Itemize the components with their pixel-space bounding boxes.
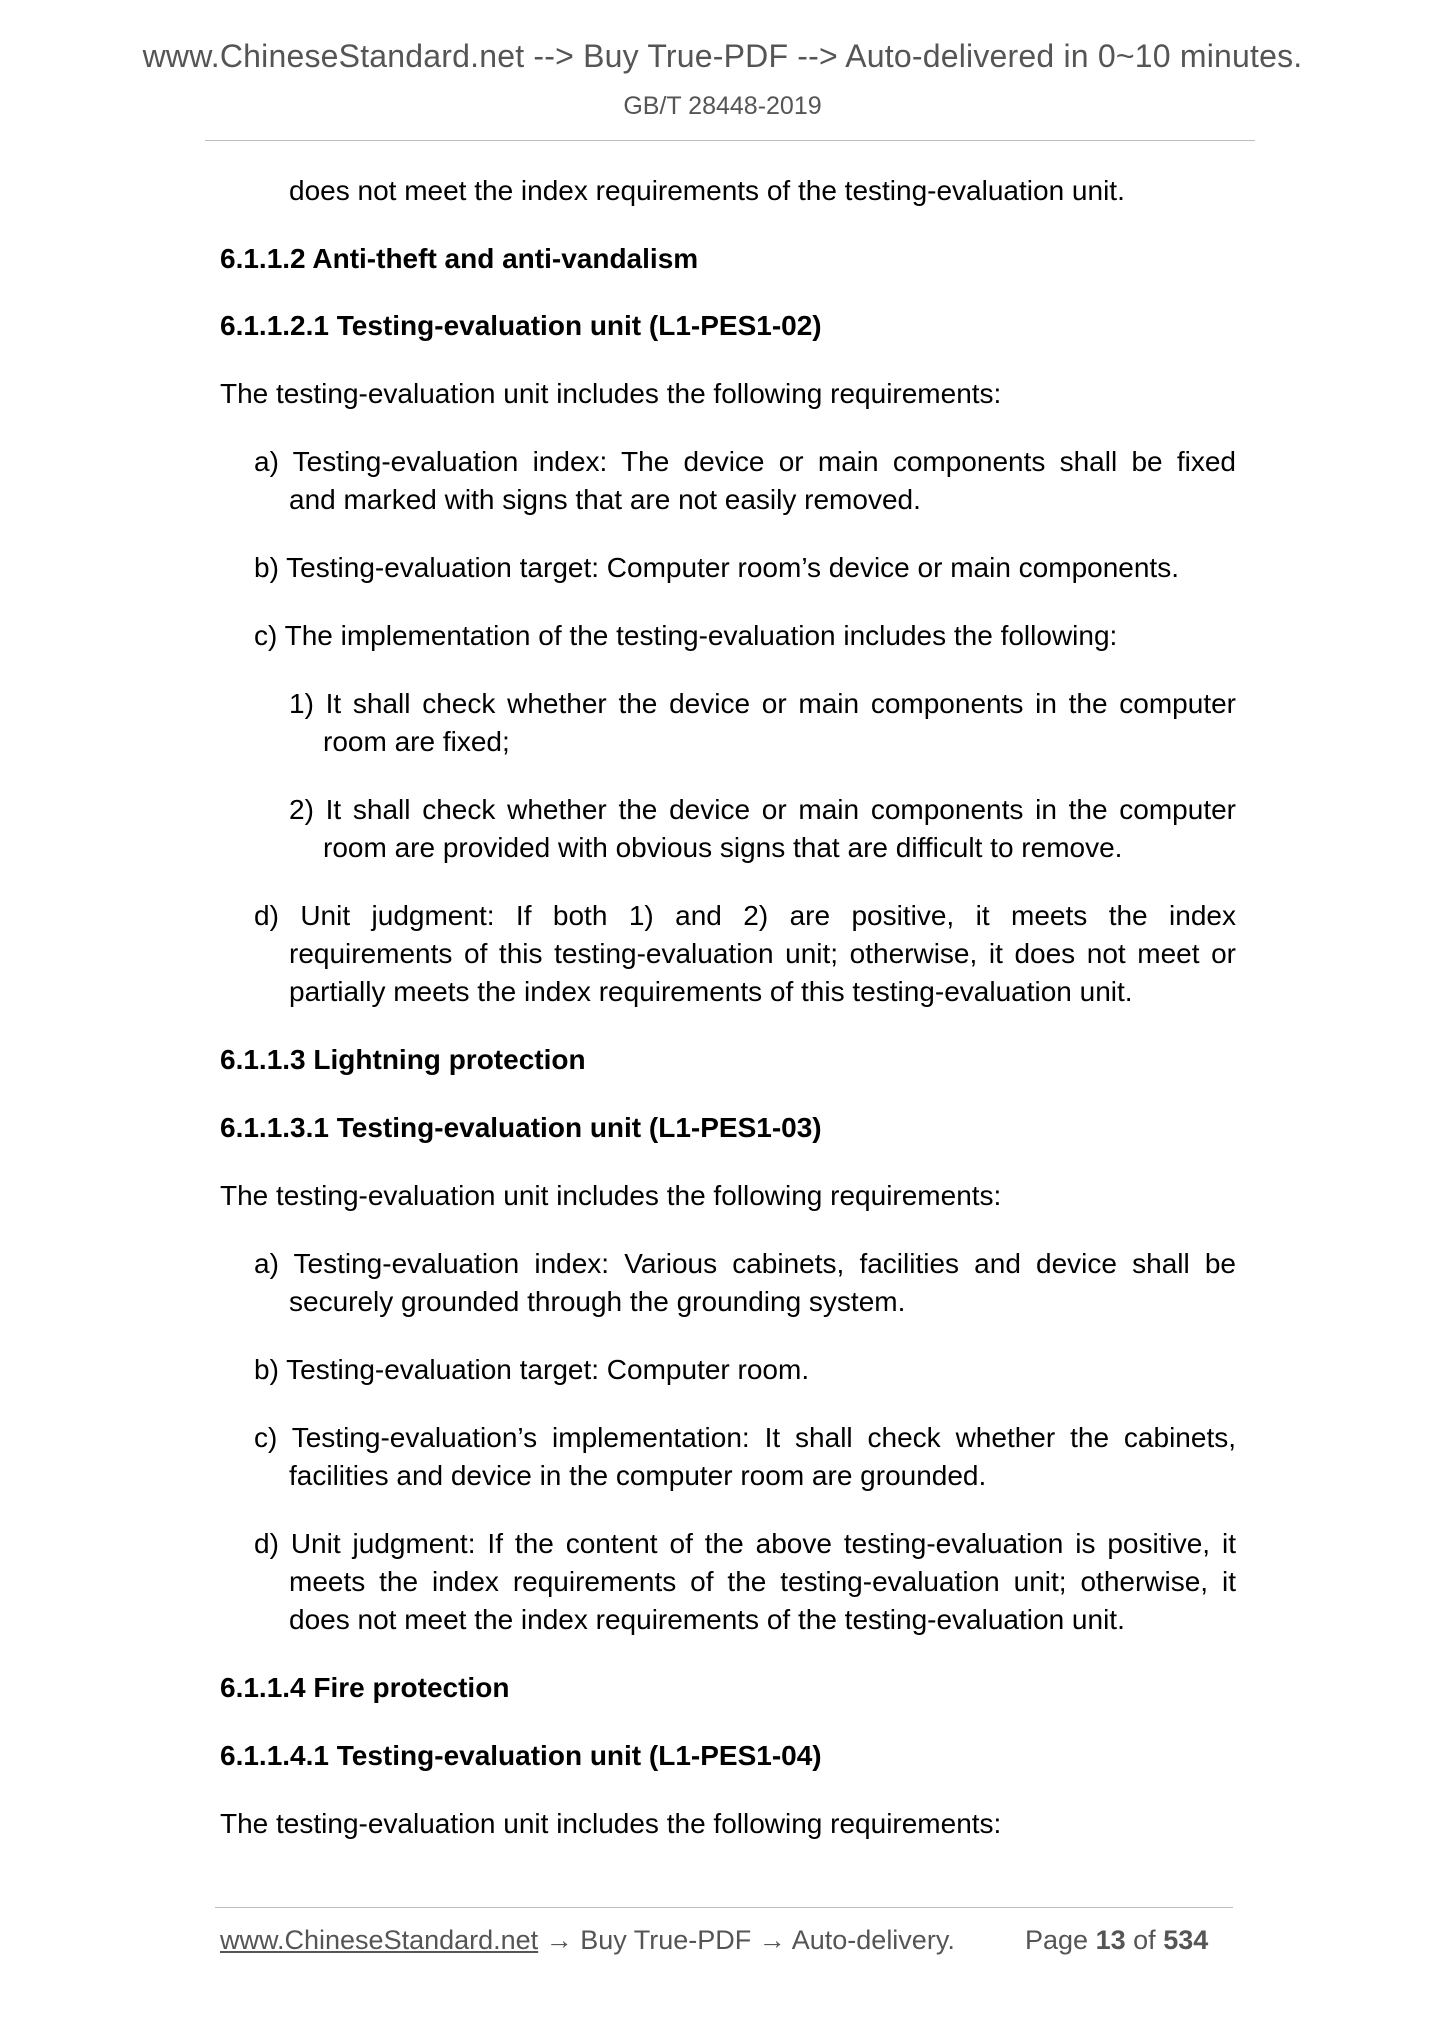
continuation-line: does not meet the index requirements of the testing-evaluation unit. <box>289 175 1125 206</box>
list-item-c: c) The implementation of the testing-evaluation includes the following: <box>254 620 1118 651</box>
footer-site-link[interactable]: www.ChineseStandard.net <box>220 1925 539 1955</box>
paragraph-intro: The testing-evaluation unit includes the following requirements: <box>220 1808 1002 1839</box>
page-label: Page <box>1025 1925 1089 1955</box>
header-divider <box>205 140 1255 141</box>
list-item-d-line2: meets the index requirements of the testing-evaluation unit; otherwise, it <box>289 1566 1236 1597</box>
page-number: 13 <box>1095 1925 1126 1955</box>
page-indicator <box>1025 1925 1208 1956</box>
sublist-item-2-line1: 2) It shall check whether the device or main components in the computer <box>289 794 1236 825</box>
header-banner: www.ChineseStandard.net --> Buy True-PDF --> Auto-delivered in 0~10 minutes. <box>142 38 1303 74</box>
list-item-a-line1: a) Testing-evaluation index: The device or main components shall be fixed <box>254 446 1236 477</box>
list-item-d-line1: d) Unit judgment: If both 1) and 2) are positive, it meets the index <box>254 900 1236 931</box>
list-item-a-line1: a) Testing-evaluation index: Various cabinets, facilities and device shall be <box>254 1248 1236 1279</box>
total-pages: 534 <box>1163 1925 1209 1955</box>
list-item-c-line1: c) Testing-evaluation’s implementation: It shall check whether the cabinets, <box>254 1422 1236 1453</box>
list-item-a-line2: securely grounded through the grounding system. <box>289 1286 906 1317</box>
list-item-d-line1: d) Unit judgment: If the content of the above testing-evaluation is positive, it <box>254 1528 1236 1559</box>
sublist-item-1-line1: 1) It shall check whether the device or main components in the computer <box>289 688 1236 719</box>
list-item-d-line3: partially meets the index requirements of this testing-evaluation unit. <box>289 976 1133 1007</box>
paragraph-intro: The testing-evaluation unit includes the following requirements: <box>220 378 1002 409</box>
list-item-b: b) Testing-evaluation target: Computer room. <box>254 1354 810 1385</box>
list-item-a-line2: and marked with signs that are not easily removed. <box>289 484 921 515</box>
standard-code: GB/T 28448-2019 <box>623 92 822 120</box>
footer-left <box>220 1925 955 1956</box>
sublist-item-2-line2: room are provided with obvious signs that are difficult to remove. <box>323 832 1123 863</box>
section-heading-6-1-1-3-1: 6.1.1.3.1 Testing-evaluation unit (L1-PES1-03) <box>220 1112 822 1143</box>
footer-divider <box>215 1907 1233 1908</box>
section-heading-6-1-1-3: 6.1.1.3 Lightning protection <box>220 1044 586 1075</box>
list-item-c-line2: facilities and device in the computer room are grounded. <box>289 1460 987 1491</box>
paragraph-intro: The testing-evaluation unit includes the following requirements: <box>220 1180 1002 1211</box>
sublist-item-1-line2: room are fixed; <box>323 726 510 757</box>
section-heading-6-1-1-2: 6.1.1.2 Anti-theft and anti-vandalism <box>220 243 699 274</box>
list-item-b: b) Testing-evaluation target: Computer room’s device or main components. <box>254 552 1179 583</box>
of-label: of <box>1133 1925 1156 1955</box>
section-heading-6-1-1-4-1: 6.1.1.4.1 Testing-evaluation unit (L1-PES1-04) <box>220 1740 822 1771</box>
list-item-d-line2: requirements of this testing-evaluation unit; otherwise, it does not meet or <box>289 938 1236 969</box>
footer-tagline: → Buy True-PDF → Auto-delivery. <box>538 1925 955 1955</box>
section-heading-6-1-1-2-1: 6.1.1.2.1 Testing-evaluation unit (L1-PES1-02) <box>220 310 822 341</box>
list-item-d-line3: does not meet the index requirements of the testing-evaluation unit. <box>289 1604 1125 1635</box>
section-heading-6-1-1-4: 6.1.1.4 Fire protection <box>220 1672 510 1703</box>
